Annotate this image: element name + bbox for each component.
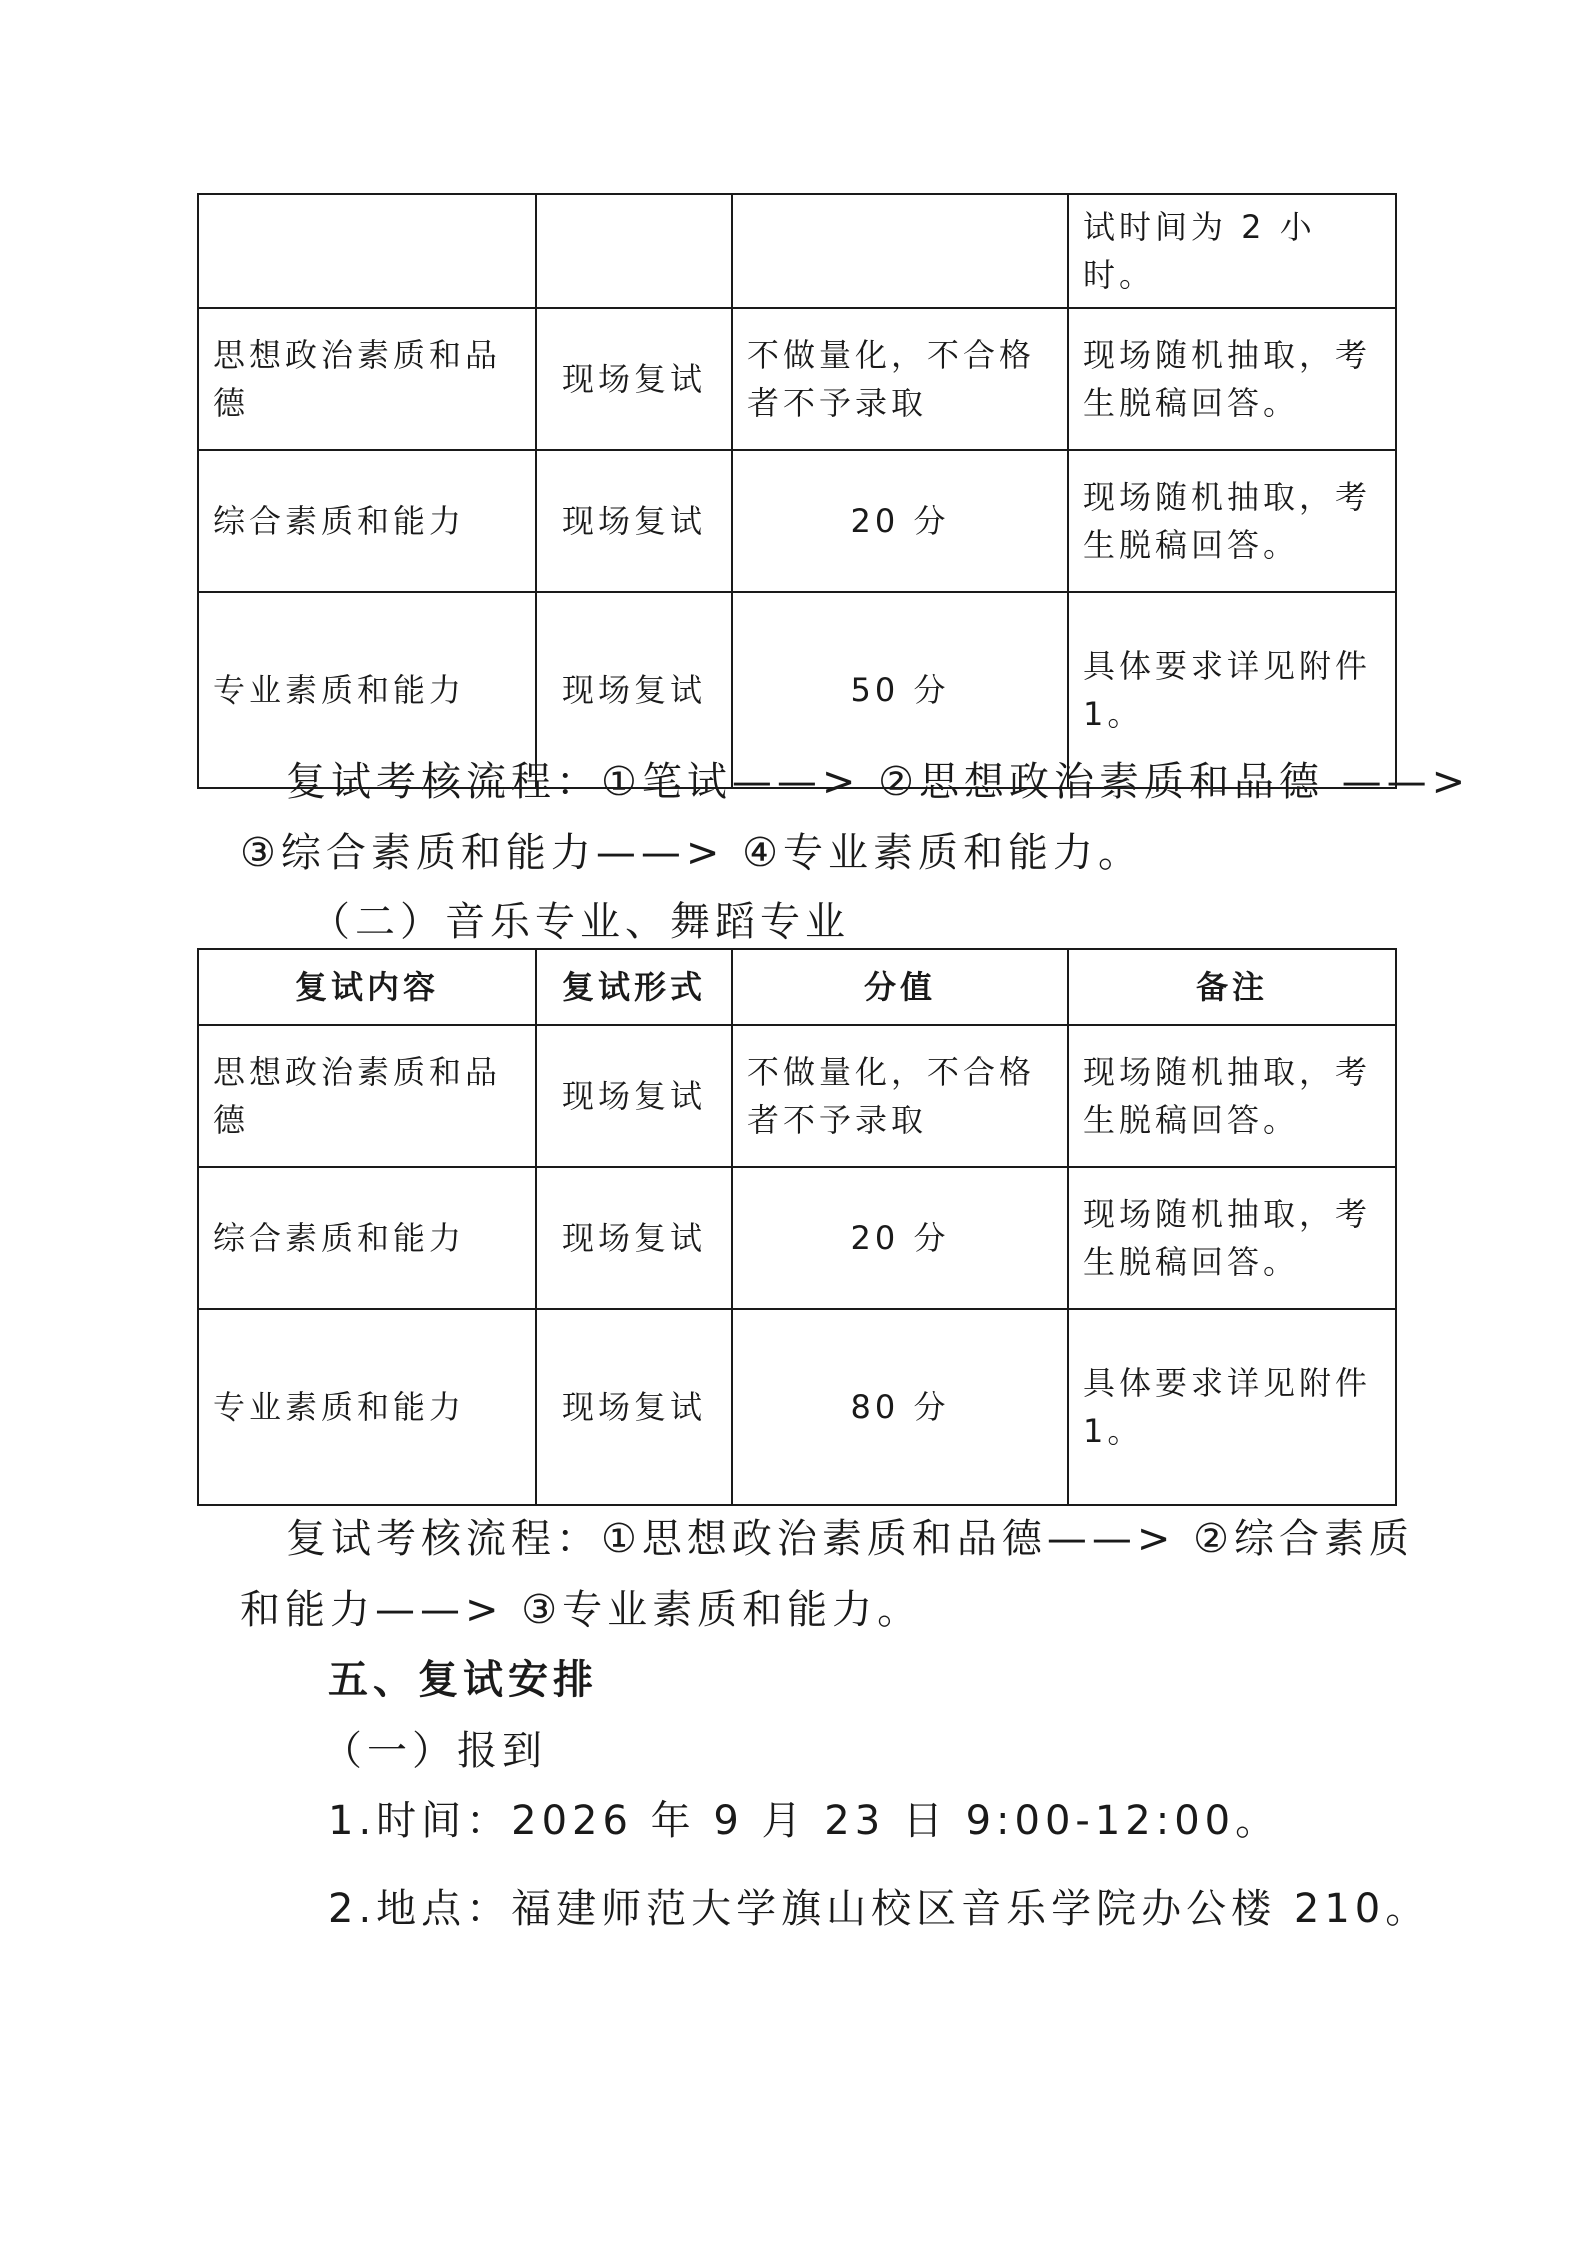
cell-note: 具体要求详见附件 1。	[1068, 592, 1396, 788]
header-note: 备注	[1068, 949, 1396, 1025]
section-2-title: （二）音乐专业、舞蹈专业	[310, 899, 850, 945]
cell-content	[198, 194, 536, 308]
cell-form: 现场复试	[536, 1167, 732, 1309]
cell-content: 思想政治素质和品德	[198, 1025, 536, 1167]
cell-note: 现场随机抽取，考生脱稿回答。	[1068, 1025, 1396, 1167]
cell-form	[536, 194, 732, 308]
score-table-2	[197, 948, 1397, 1506]
header-score: 分值	[732, 949, 1068, 1025]
cell-note: 现场随机抽取，考生脱稿回答。	[1068, 308, 1396, 450]
cell-content: 专业素质和能力	[198, 1309, 536, 1505]
cell-content: 专业素质和能力	[198, 592, 536, 788]
cell-form: 现场复试	[536, 308, 732, 450]
section-heading-5: 五、复试安排	[328, 1657, 598, 1703]
table-row	[198, 450, 1396, 592]
cell-note: 现场随机抽取，考生脱稿回答。	[1068, 450, 1396, 592]
cell-score: 50 分	[732, 592, 1068, 788]
flow-2-line-2: 和能力——> ③专业素质和能力。	[240, 1587, 923, 1633]
cell-form: 现场复试	[536, 1309, 732, 1505]
cell-note: 现场随机抽取，考生脱稿回答。	[1068, 1167, 1396, 1309]
cell-note: 试时间为 2 小时。	[1068, 194, 1396, 308]
table-row	[198, 308, 1396, 450]
header-content: 复试内容	[198, 949, 536, 1025]
cell-score: 20 分	[732, 450, 1068, 592]
flow-1-line-1: 复试考核流程：①笔试——> ②思想政治素质和品德 ——>	[286, 759, 1471, 805]
header-form: 复试形式	[536, 949, 732, 1025]
cell-score	[732, 194, 1068, 308]
cell-score: 不做量化，不合格者不予录取	[732, 1025, 1068, 1167]
table-header-row	[198, 949, 1396, 1025]
cell-form: 现场复试	[536, 450, 732, 592]
subheading-registration: （一）报到	[322, 1728, 547, 1774]
registration-location: 2.地点：福建师范大学旗山校区音乐学院办公楼 210。	[328, 1886, 1431, 1932]
cell-score: 80 分	[732, 1309, 1068, 1505]
cell-content: 思想政治素质和品德	[198, 308, 536, 450]
cell-note: 具体要求详见附件 1。	[1068, 1309, 1396, 1505]
cell-content: 综合素质和能力	[198, 1167, 536, 1309]
cell-form: 现场复试	[536, 1025, 732, 1167]
table-row	[198, 1025, 1396, 1167]
table-row	[198, 1309, 1396, 1505]
cell-form: 现场复试	[536, 592, 732, 788]
cell-content: 综合素质和能力	[198, 450, 536, 592]
cell-score: 不做量化，不合格者不予录取	[732, 308, 1068, 450]
registration-time: 1.时间：2026 年 9 月 23 日 9:00-12:00。	[328, 1798, 1281, 1844]
score-table-1	[197, 193, 1397, 789]
table-row	[198, 1167, 1396, 1309]
cell-score: 20 分	[732, 1167, 1068, 1309]
flow-2-line-1: 复试考核流程：①思想政治素质和品德——> ②综合素质	[286, 1516, 1414, 1562]
table-row	[198, 194, 1396, 308]
flow-1-line-2: ③综合素质和能力——> ④专业素质和能力。	[240, 830, 1143, 876]
